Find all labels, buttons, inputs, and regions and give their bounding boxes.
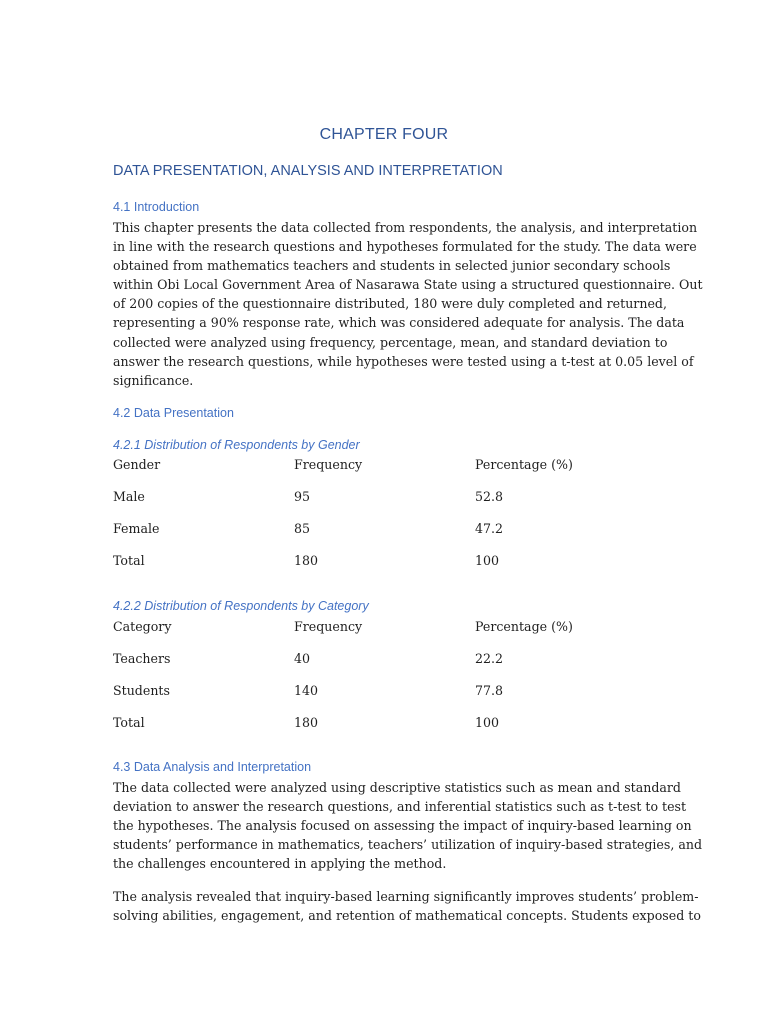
paragraph-line: collected were analyzed using frequency, percentage, mean, and standard deviation to [113,334,668,350]
paragraph-line: deviation to answer the research questions, and inferential statistics such as t-test to test [113,799,687,815]
paragraph-line: obtained from mathematics teachers and students in selected junior secondary schools [113,258,671,274]
paragraph-line: The analysis revealed that inquiry-based learning significantly improves students’ problem- [113,889,699,904]
section-heading-data-presentation: 4.2 Data Presentation [113,406,234,420]
analysis-paragraph-1 [113,778,703,873]
paragraph-line: students’ performance in mathematics, teachers’ utilization of inquiry-based strategies, and [113,837,703,853]
table-cell: 95 [294,489,311,504]
table-cell: 180 [294,553,319,568]
table-cell: 140 [294,683,319,698]
table-header-cell: Gender [113,457,161,472]
table-cell: Male [113,489,145,504]
category-table-caption: 4.2.2 Distribution of Respondents by Category [113,599,369,613]
analysis-paragraph-2 [113,887,701,925]
table-row [113,489,655,507]
table-header-cell: Frequency [294,619,363,634]
table-cell: Students [113,683,170,698]
table-cell: 22.2 [475,651,504,666]
paragraph-line: the challenges encountered in applying the method. [113,856,447,872]
table-header-cell: Frequency [294,457,363,472]
paragraph-line: of 200 copies of the questionnaire distributed, 180 were duly completed and returned, [113,296,667,312]
table-cell: 47.2 [475,521,504,536]
gender-table-header-row [113,457,655,475]
paragraph-line: The data collected were analyzed using descriptive statistics such as mean and standard [113,780,681,795]
table-cell: 77.8 [475,683,504,698]
chapter-heading: DATA PRESENTATION, ANALYSIS AND INTERPRETATION [113,163,503,179]
table-cell: Total [113,553,145,568]
table-cell: 180 [294,715,319,730]
table-row [113,651,655,669]
section-heading-data-analysis: 4.3 Data Analysis and Interpretation [113,760,312,774]
table-cell: Female [113,521,160,536]
paragraph-line: the hypotheses. The analysis focused on assessing the impact of inquiry-based learning on [113,818,692,834]
table-row [113,683,655,701]
table-cell: Total [113,715,145,730]
table-row [113,553,655,571]
paragraph-line: representing a 90% response rate, which was considered adequate for analysis. The data [113,315,685,331]
paragraph-line: This chapter presents the data collected from respondents, the analysis, and interpretation [113,220,698,235]
paragraph-line: in line with the research questions and hypotheses formulated for the study. The data were [113,239,697,255]
table-cell: 100 [475,553,500,568]
gender-table-caption: 4.2.1 Distribution of Respondents by Gender [113,438,360,452]
introduction-paragraph [113,218,703,390]
table-header-cell: Percentage (%) [475,457,573,472]
table-header-cell: Category [113,619,172,634]
paragraph-line: within Obi Local Government Area of Nasarawa State using a structured questionnaire. Out [113,277,703,293]
table-cell: Teachers [113,651,171,666]
category-table-header-row [113,619,655,637]
paragraph-line: significance. [113,372,194,388]
table-cell: 85 [294,521,311,536]
section-heading-introduction: 4.1 Introduction [113,200,200,214]
table-row [113,521,655,539]
chapter-title: CHAPTER FOUR [319,126,449,143]
table-cell: 40 [294,651,311,666]
table-cell: 52.8 [475,489,504,504]
table-header-cell: Percentage (%) [475,619,573,634]
table-row [113,715,655,733]
paragraph-line: answer the research questions, while hypotheses were tested using a t-test at 0.05 level of [113,353,694,369]
paragraph-line: solving abilities, engagement, and retention of mathematical concepts. Students exposed to [113,908,701,924]
table-cell: 100 [475,715,500,730]
